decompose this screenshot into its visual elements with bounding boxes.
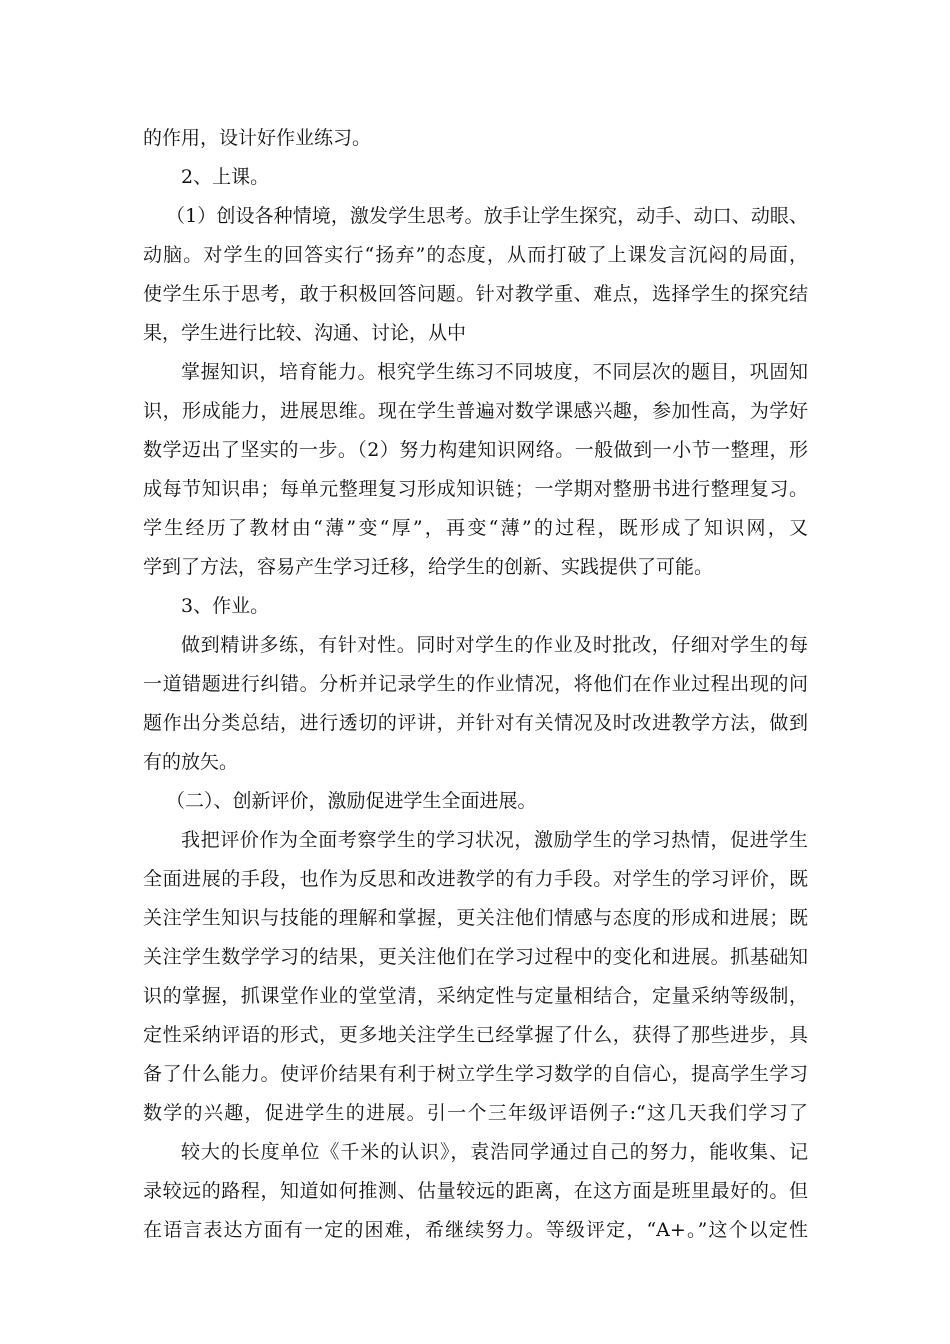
section-heading-homework: 3、作业。	[181, 595, 270, 617]
paragraph-line: 识的掌握，抓课堂作业的堂堂清，采纳定性与定量相结合，定量采纳等级制，	[143, 985, 808, 1007]
paragraph-line: 学生经历了教材由“薄”变“厚”，再变“薄”的过程，既形成了知识网，又	[143, 517, 808, 539]
paragraph-line: 在语言表达方面有一定的困难，希继续努力。等级评定，“A+。”这个以定性	[143, 1219, 808, 1241]
paragraph-line: 备了什么能力。使评价结果有利于树立学生学习数学的自信心，提高学生学习	[143, 1063, 808, 1085]
paragraph-line: 关注学生知识与技能的理解和掌握，更关注他们情感与态度的形成和进展；既	[143, 907, 808, 929]
paragraph-line: 全面进展的手段，也作为反思和改进教学的有力手段。对学生的学习评价，既	[143, 868, 808, 890]
paragraph-line: 定性采纳评语的形式，更多地关注学生已经掌握了什么，获得了那些进步，具	[143, 1024, 808, 1046]
paragraph-line: 有的放矢。	[143, 751, 239, 773]
paragraph-line: 一道错题进行纠错。分析并记录学生的作业情况，将他们在作业过程出现的问	[143, 673, 808, 695]
paragraph-line: 题作出分类总结，进行透切的评讲，并针对有关情况及时改进教学方法，做到	[143, 712, 808, 734]
section-heading-lesson: 2、上课。	[181, 166, 270, 188]
paragraph-line: （1）创设各种情境，激发学生思考。放手让学生探究，动手、动口、动眼、	[166, 205, 808, 227]
paragraph-line: 果，学生进行比较、沟通、讨论，从中	[143, 322, 467, 344]
paragraph-line: 我把评价作为全面考察学生的学习状况，激励学生的学习热情，促进学生	[181, 829, 808, 851]
paragraph-line: 关注学生数学学习的结果，更关注他们在学习过程中的变化和进展。抓基础知	[143, 946, 808, 968]
section-heading-evaluation: （二）、创新评价，激励促进学生全面进展。	[166, 790, 537, 812]
paragraph-line: 学到了方法，容易产生学习迁移，给学生的创新、实践提供了可能。	[143, 556, 714, 578]
paragraph-line: 做到精讲多练，有针对性。同时对学生的作业及时批改，仔细对学生的每	[181, 634, 808, 656]
paragraph-line: 掌握知识，培育能力。根究学生练习不同坡度，不同层次的题目，巩固知	[181, 361, 808, 383]
paragraph-line: 录较远的路程，知道如何推测、估量较远的距离，在这方面是班里最好的。但	[143, 1180, 808, 1202]
paragraph-line: 数学迈出了坚实的一步。（2）努力构建知识网络。一般做到一小节一整理，形	[143, 439, 808, 461]
paragraph-line: 使学生乐于思考，敢于积极回答问题。针对教学重、难点，选择学生的探究结	[143, 283, 808, 305]
paragraph-line: 动脑。对学生的回答实行“扬弃”的态度，从而打破了上课发言沉闷的局面，	[143, 244, 808, 266]
paragraph-line: 数学的兴趣，促进学生的进展。引一个三年级评语例子:“这几天我们学习了	[143, 1102, 808, 1124]
paragraph-line: 的作用，设计好作业练习。	[143, 127, 372, 149]
paragraph-line: 识，形成能力，进展思维。现在学生普遍对数学课感兴趣，参加性高，为学好	[143, 400, 808, 422]
paragraph-line: 较大的长度单位《千米的认识》，袁浩同学通过自己的努力，能收集、记	[181, 1141, 808, 1163]
paragraph-line: 成每节知识串；每单元整理复习形成知识链；一学期对整册书进行整理复习。	[143, 478, 808, 500]
